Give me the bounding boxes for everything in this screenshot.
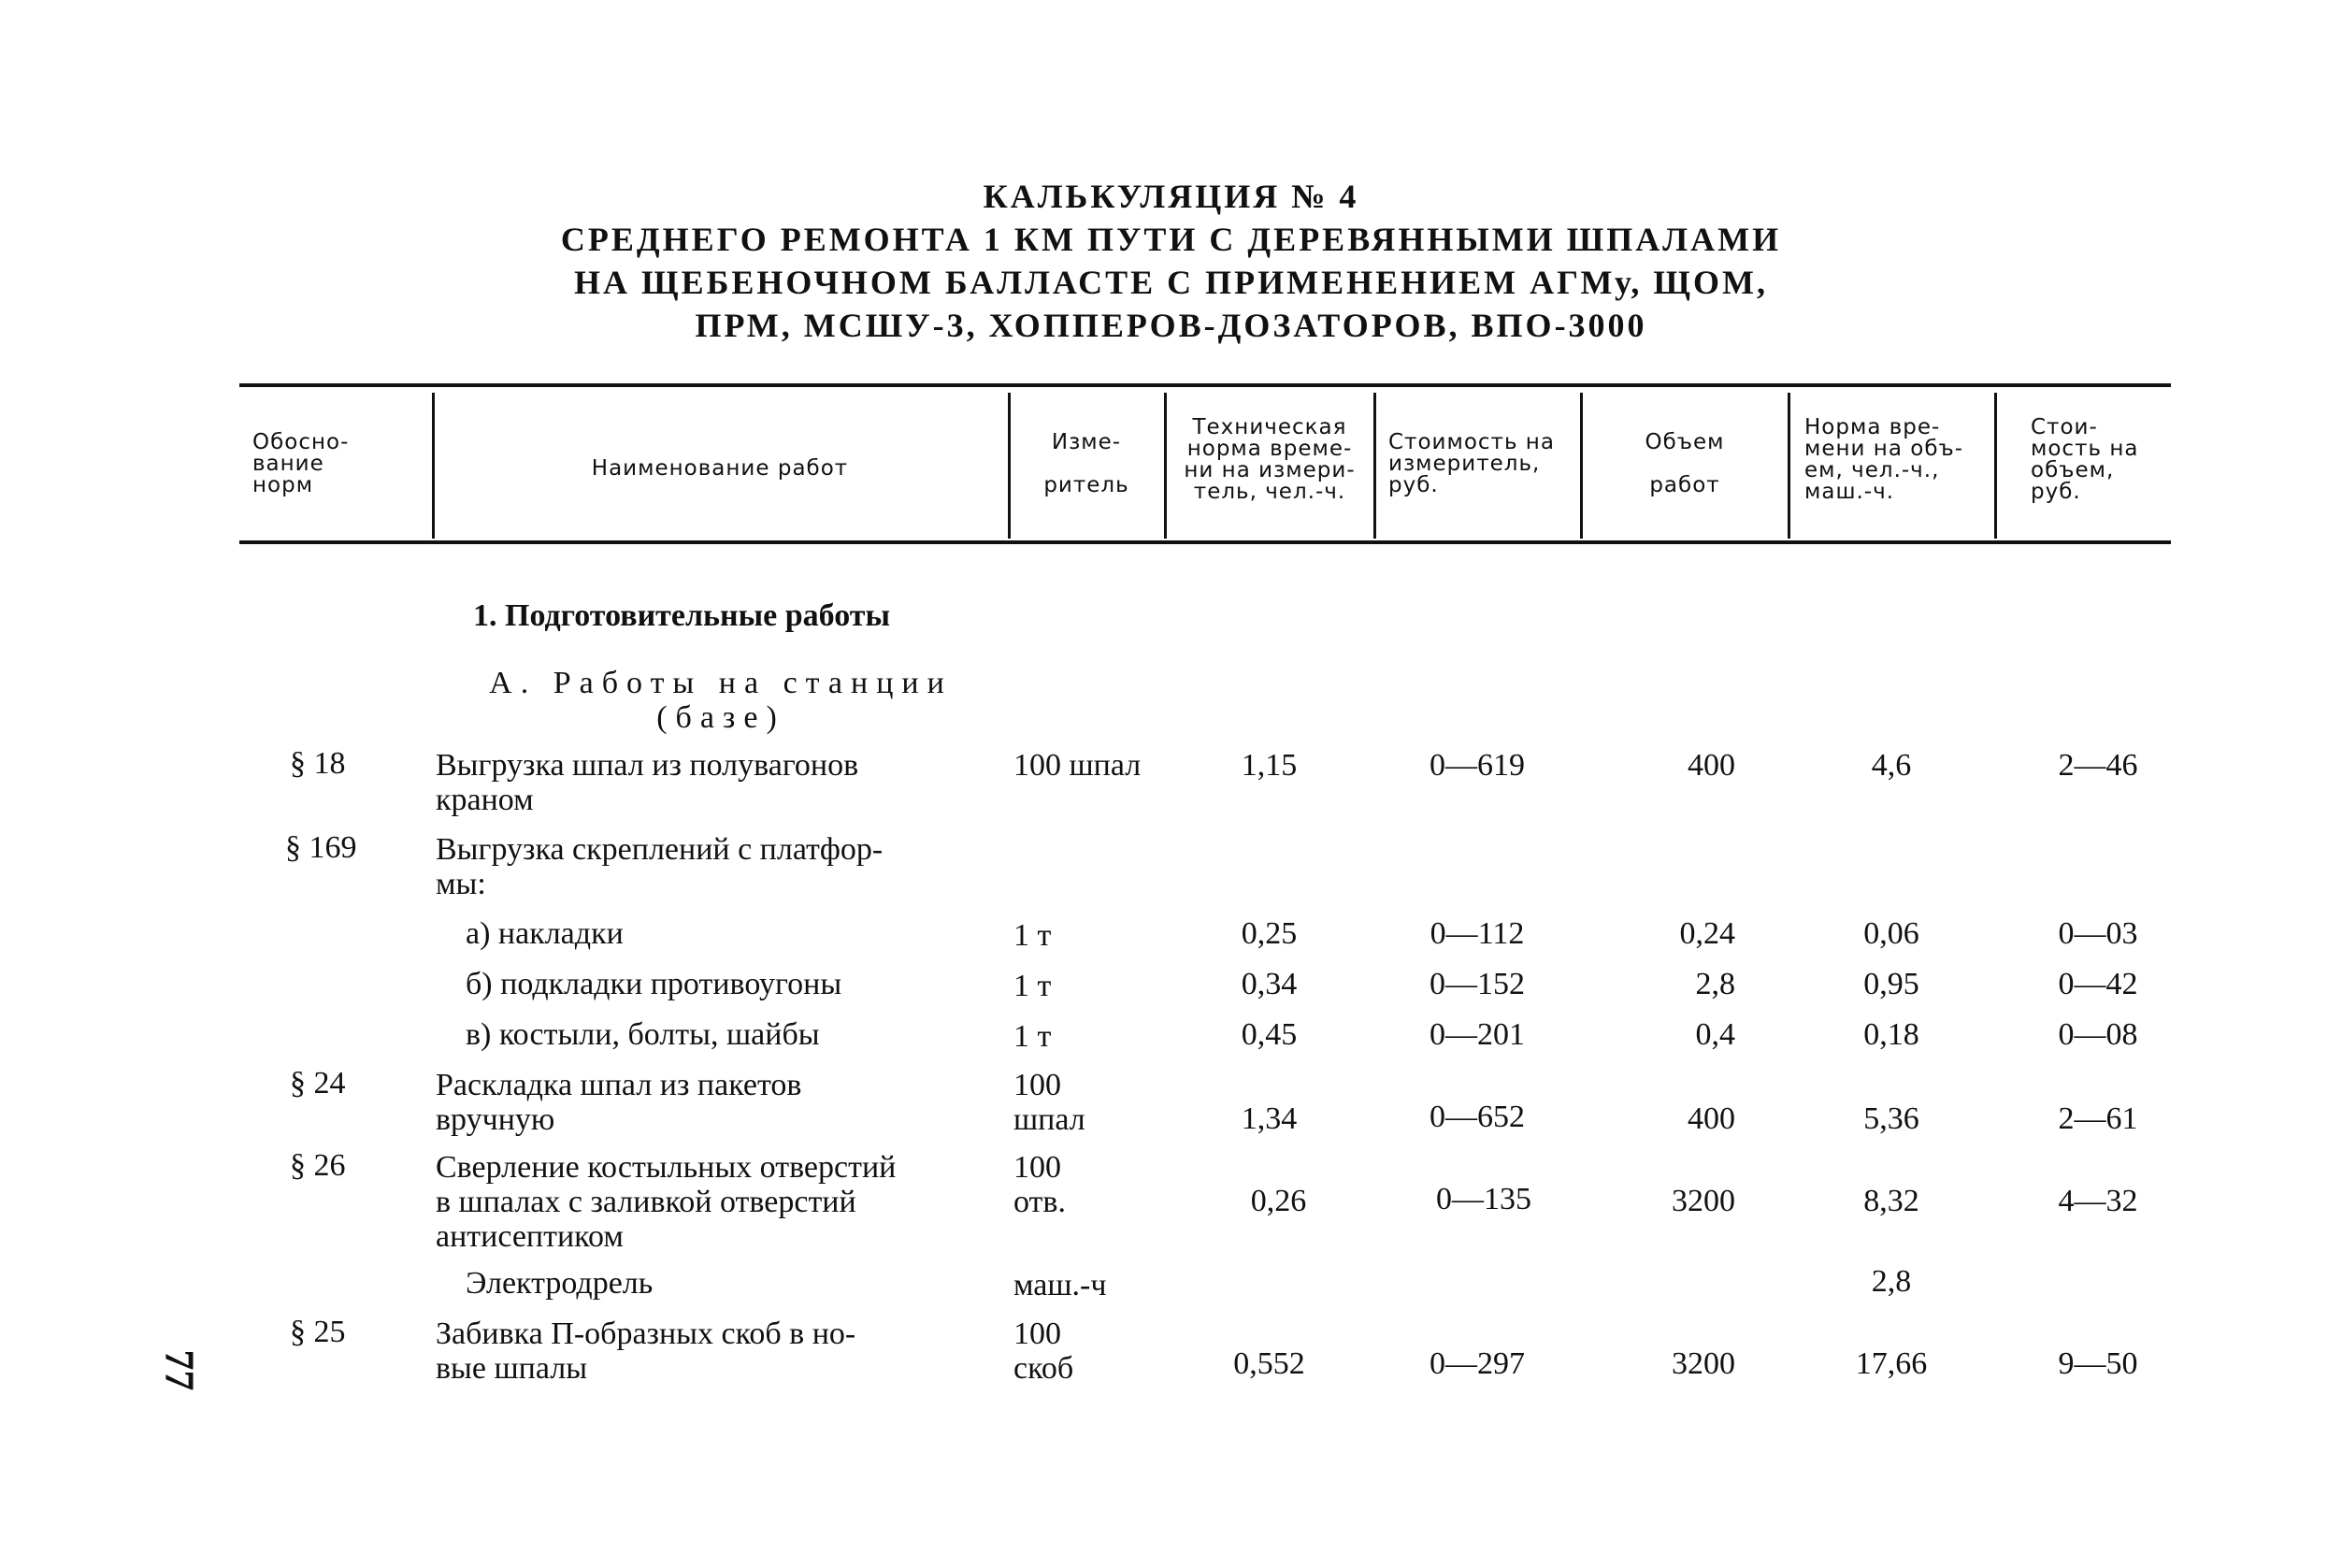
column-divider — [1580, 393, 1583, 539]
row-basis: § 26 — [290, 1148, 346, 1183]
row-unit: 100 шпал — [1013, 1068, 1085, 1137]
row-unit: 1 т — [1013, 1019, 1052, 1054]
column-divider — [432, 393, 435, 539]
row-norm-volume: 17,66 — [1855, 1346, 1928, 1381]
row-unit: маш.-ч — [1013, 1268, 1107, 1302]
row-name: в) костыли, болты, шайбы — [466, 1017, 820, 1052]
row-cost-volume: 0—42 — [2058, 967, 2138, 1001]
row-volume: 400 — [1688, 748, 1735, 783]
row-name: Выгрузка шпал из полувагонов краном — [436, 748, 859, 817]
row-tech-norm: 1,34 — [1241, 1101, 1298, 1136]
row-name: Сверление костыльных отверстий в шпалах с заливкой отверстий антисептиком — [436, 1150, 897, 1254]
row-name: Раскладка шпал из пакетов вручную — [436, 1068, 802, 1137]
row-unit: 1 т — [1013, 969, 1052, 1003]
document-subtitle-line2: НА ЩЕБЕНОЧНОМ БАЛЛАСТЕ С ПРИМЕНЕНИЕМ АГМу, ЩОМ, — [574, 264, 1768, 301]
header-cost-unit: Стоимость на измеритель, руб. — [1388, 430, 1555, 497]
row-volume: 0,4 — [1695, 1017, 1735, 1052]
row-volume: 2,8 — [1695, 967, 1735, 1001]
row-tech-norm: 0,45 — [1241, 1017, 1298, 1052]
row-cost-unit: 0—135 — [1436, 1182, 1531, 1216]
row-norm-volume: 0,95 — [1863, 967, 1919, 1001]
row-cost-volume: 9—50 — [2058, 1346, 2138, 1381]
row-norm-volume: 2,8 — [1871, 1264, 1912, 1299]
row-cost-unit: 0—652 — [1430, 1100, 1525, 1134]
header-unit: Изме- ритель — [1043, 430, 1129, 497]
row-tech-norm: 1,15 — [1241, 748, 1298, 783]
row-cost-volume: 0—03 — [2058, 916, 2138, 951]
row-cost-volume: 2—61 — [2058, 1101, 2138, 1136]
header-tech-norm: Техническая норма време- ни на измери- тель, чел.-ч. — [1184, 415, 1356, 504]
row-tech-norm: 0,26 — [1250, 1184, 1307, 1218]
document-subtitle-line1: СРЕДНЕГО РЕМОНТА 1 КМ ПУТИ С ДЕРЕВЯННЫМИ ШПАЛАМИ — [560, 221, 1782, 258]
row-unit: 100 отв. — [1013, 1150, 1066, 1219]
row-cost-unit: 0—152 — [1430, 967, 1525, 1001]
row-basis: § 169 — [285, 830, 357, 865]
row-unit: 100 шпал — [1013, 748, 1142, 783]
page-number: 77 — [156, 1349, 203, 1391]
row-name: б) подкладки противоугоны — [466, 967, 842, 1001]
header-cost-volume: Стои- мость на объем, руб. — [2031, 415, 2139, 504]
row-name: Электродрель — [466, 1266, 654, 1301]
table-top-rule — [239, 383, 2171, 387]
row-cost-unit: 0—297 — [1430, 1346, 1525, 1381]
row-norm-volume: 5,36 — [1863, 1101, 1919, 1136]
column-divider — [1164, 393, 1167, 539]
document-subtitle-line3: ПРМ, МСШУ-3, ХОППЕРОВ-ДОЗАТОРОВ, ВПО-3000 — [695, 307, 1647, 344]
header-volume: Объем работ — [1645, 430, 1725, 497]
row-name: а) накладки — [466, 916, 624, 951]
section-heading: 1. Подготовительные работы — [473, 598, 891, 633]
row-name: Забивка П-образных скоб в но- вые шпалы — [436, 1316, 856, 1386]
row-cost-unit: 0—619 — [1430, 748, 1525, 783]
row-volume: 0,24 — [1679, 916, 1735, 951]
document-title: КАЛЬКУЛЯЦИЯ № 4 — [983, 178, 1359, 215]
row-name: Выгрузка скреплений с платфор- мы: — [436, 832, 884, 901]
row-volume: 400 — [1688, 1101, 1735, 1136]
row-basis: § 18 — [290, 746, 346, 781]
row-cost-volume: 2—46 — [2058, 748, 2138, 783]
row-tech-norm: 0,25 — [1241, 916, 1298, 951]
row-norm-volume: 4,6 — [1871, 748, 1912, 783]
row-volume: 3200 — [1672, 1346, 1735, 1381]
header-name: Наименование работ — [591, 456, 849, 481]
row-volume: 3200 — [1672, 1184, 1735, 1218]
column-divider — [1994, 393, 1997, 539]
row-basis: § 24 — [290, 1066, 346, 1100]
row-unit: 100 скоб — [1013, 1316, 1074, 1386]
subsection-heading: А. Работы на станции (базе) — [489, 666, 953, 735]
header-basis: Обосно- вание норм — [252, 430, 350, 497]
table-header-bottom-rule — [239, 540, 2171, 544]
row-unit: 1 т — [1013, 918, 1052, 953]
column-divider — [1008, 393, 1011, 539]
row-cost-unit: 0—112 — [1430, 916, 1525, 951]
row-tech-norm: 0,34 — [1241, 967, 1298, 1001]
row-norm-volume: 0,18 — [1863, 1017, 1919, 1052]
row-tech-norm: 0,552 — [1233, 1346, 1305, 1381]
column-divider — [1373, 393, 1376, 539]
row-norm-volume: 0,06 — [1863, 916, 1919, 951]
row-norm-volume: 8,32 — [1863, 1184, 1919, 1218]
row-cost-unit: 0—201 — [1430, 1017, 1525, 1052]
row-cost-volume: 4—32 — [2058, 1184, 2138, 1218]
column-divider — [1788, 393, 1790, 539]
header-norm-volume: Норма вре- мени на объ- ем, чел.-ч., маш.-ч. — [1804, 415, 1964, 504]
row-basis: § 25 — [290, 1315, 346, 1349]
row-cost-volume: 0—08 — [2058, 1017, 2138, 1052]
